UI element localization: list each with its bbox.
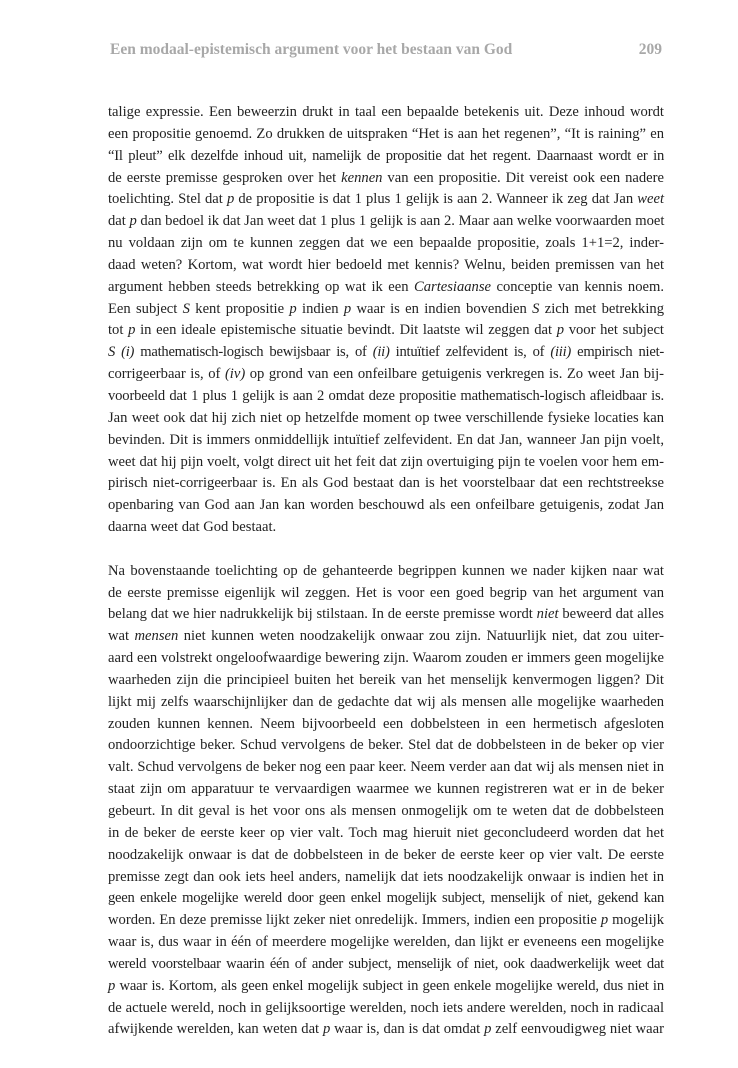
text-line bbox=[108, 976, 664, 998]
running-head-title: Een modaal-epistemisch argument voor het bestaan van God bbox=[110, 41, 513, 58]
text-line bbox=[108, 211, 664, 233]
text-line bbox=[108, 299, 664, 321]
text-run: zelf eenvoudigweg niet waar bbox=[491, 1021, 664, 1038]
text-line bbox=[108, 583, 664, 605]
text-run: niet kunnen weten noodzakelijk onwaar zou zijn. Natuurlijk niet, dat zou uiter- bbox=[178, 628, 664, 645]
text-run: nu voldaan zijn om te kunnen zeggen dat we een bepaalde propositie, zoals 1+1=2, inder- bbox=[108, 235, 664, 252]
text-line bbox=[108, 626, 664, 648]
body-text bbox=[108, 102, 664, 1041]
text-run: van een propositie. Dit vereist ook een nadere bbox=[382, 169, 665, 186]
text-run: aard een volstrekt ongeloofwaardige bewering zijn. Waarom zouden er immers geen mogelijke bbox=[108, 650, 664, 667]
text-run: valt. Schud vervolgens de beker nog een paar keer. Neem verder aan dat wij als mensen niet in bbox=[108, 759, 664, 776]
text-run: mogelijk bbox=[608, 912, 664, 929]
text-run: zouden kunnen kennen. Neem bijvoorbeeld een dobbelsteen in een hermetisch afgesloten bbox=[108, 715, 664, 732]
text-line bbox=[108, 910, 664, 932]
text-run: Jan weet ook dat hij zich niet op hetzelfde moment op twee verschillende fysieke locaties kan bbox=[108, 409, 664, 426]
text-line bbox=[108, 277, 664, 299]
text-run: kent propositie bbox=[189, 300, 290, 317]
text-line bbox=[108, 888, 664, 910]
text-run: de eerste premisse gesproken over het bbox=[108, 169, 342, 186]
text-run: belang dat we hier nadrukkelijk bij stilstaan. In de eerste premisse wordt bbox=[108, 606, 537, 623]
italic-run: (iv) bbox=[224, 366, 246, 383]
text-run: een propositie genoemd. Zo drukken de uitspraken “Het is aan het regenen”, “It is raining” en bbox=[108, 125, 664, 142]
italic-run: p bbox=[289, 300, 297, 317]
italic-run: mensen bbox=[134, 628, 179, 645]
text-run: voor het subject bbox=[564, 322, 664, 339]
text-run: premisse zegt dan ook iets heel anders, namelijk dat iets noodzakelijk onwaar is indien het in bbox=[108, 868, 664, 885]
text-run: mathematisch-logisch bewijsbaar is, of bbox=[134, 344, 373, 361]
text-run: worden. En deze premisse lijkt zeker niet onredelijk. Immers, indien een propositie bbox=[108, 912, 601, 929]
text-run: weet dat hij pijn voelt, volgt direct uit het feit dat zijn overtuiging pijn te voelen voor hem em- bbox=[108, 453, 664, 470]
text-run: gebeurt. In dit geval is het voor ons als mensen onmogelijk om te weten dat de dobbelsteen bbox=[108, 803, 664, 819]
text-line bbox=[108, 692, 664, 714]
text-line bbox=[108, 495, 664, 517]
paragraph bbox=[108, 102, 664, 539]
italic-run: p bbox=[556, 322, 565, 339]
text-line bbox=[108, 255, 664, 277]
text-run: bevinden. Dit is immers onmiddellijk intuïtief zelfevident. En dat Jan, wanneer Jan pijn voelt, bbox=[108, 431, 664, 448]
text-line bbox=[108, 124, 664, 146]
text-run: intuïtief zelfevident is, of bbox=[389, 344, 551, 361]
text-line bbox=[108, 146, 664, 168]
text-run: “Il pleut” elk dezelfde inhoud uit, namelijk de propositie dat het regent. Daarnaast wordt er in bbox=[108, 147, 664, 164]
text-run: wereld voorstelbaar waarin één of ander subject, menselijk of niet, ook daadwerkelijk weet dat bbox=[108, 955, 664, 972]
italic-run: p bbox=[484, 1021, 492, 1038]
text-line bbox=[108, 801, 664, 823]
text-line bbox=[108, 735, 664, 757]
text-line bbox=[108, 342, 664, 364]
italic-run: S bbox=[532, 300, 540, 317]
text-line bbox=[108, 998, 664, 1020]
text-run: waar is en indien bovendien bbox=[351, 300, 533, 317]
text-line bbox=[108, 779, 664, 801]
text-run: staat zijn om apparatuur te vervaardigen waarmee we kunnen registreren wat er in de beker bbox=[108, 781, 664, 798]
text-run: voorbeeld dat 1 plus 1 gelijk is aan 2 omdat deze propositie mathematisch-logisch afleidbaar is. bbox=[108, 387, 664, 404]
running-head bbox=[110, 38, 662, 62]
text-line bbox=[108, 670, 664, 692]
text-run: argument hebben steeds betrekking op wat ik een bbox=[108, 278, 414, 295]
text-run: ondoorzichtige beker. Schud vervolgens de beker. Stel dat de dobbelsteen in de beker op vier bbox=[108, 737, 664, 754]
text-line bbox=[108, 867, 664, 889]
text-line bbox=[108, 386, 664, 408]
text-line bbox=[108, 233, 664, 255]
italic-run: (iii) bbox=[550, 344, 571, 361]
text-run: toelichting. Stel dat bbox=[108, 191, 227, 208]
text-line bbox=[108, 320, 664, 342]
page-number: 209 bbox=[638, 41, 662, 58]
text-run: in een ideale epistemische situatie bevindt. Dit laatste wil zeggen dat bbox=[135, 322, 557, 339]
text-run: conceptie van kennis noem. bbox=[491, 278, 664, 295]
text-run: Na bovenstaande toelichting op de gehanteerde begrippen kunnen we nader kijken naar wat bbox=[108, 562, 664, 579]
text-run: zich met betrekking bbox=[539, 300, 664, 317]
text-run: Een subject bbox=[108, 300, 183, 317]
text-line bbox=[108, 604, 664, 626]
text-line bbox=[108, 1019, 664, 1041]
italic-run: S (i) bbox=[108, 344, 135, 361]
text-run: tot bbox=[108, 322, 129, 339]
text-run: waar is. Kortom, als geen enkel mogelijk subject in geen enkele mogelijke wereld, dus niet in bbox=[115, 977, 664, 994]
text-line bbox=[108, 714, 664, 736]
italic-run: p bbox=[343, 300, 352, 317]
text-run: lijkt mij zelfs waarschijnlijker dan de gedachte dat wij als mensen alle mogelijke waarheden bbox=[108, 693, 664, 710]
text-line bbox=[108, 168, 664, 190]
text-run: waar is, dus waar in één of meerdere mogelijke werelden, dan lijkt er eveneens een mogelijke bbox=[108, 934, 664, 951]
text-line bbox=[108, 561, 664, 583]
text-run: openbaring van God aan Jan kan worden beschouwd als een onfeilbare getuigenis, zodat Jan bbox=[108, 497, 664, 514]
text-line bbox=[108, 189, 664, 211]
paragraph bbox=[108, 561, 664, 1042]
text-run: pirisch niet-corrigeerbaar is. En als God bestaat dan is het voorstelbaar dat een rechtstreekse bbox=[108, 475, 664, 492]
text-run: waarheden zijn die principieel buiten het bereik van het menselijk kenvermogen liggen? Dit bbox=[108, 671, 664, 688]
text-run: de propositie is dat 1 plus 1 gelijk is aan 2. Wanneer ik zeg dat Jan bbox=[234, 191, 638, 208]
text-run: in de beker de eerste keer op vier valt. Toch mag hieruit niet geconcludeerd worden dat het bbox=[108, 824, 664, 841]
italic-run: p bbox=[226, 191, 235, 208]
text-run: geen enkele mogelijke wereld door geen enkel mogelijk subject, menselijk of niet, gekend kan bbox=[108, 890, 664, 907]
text-line bbox=[108, 102, 664, 124]
text-run: daad weten? Kortom, wat wordt hier bedoeld met kennis? Welnu, beiden premissen van het bbox=[108, 256, 664, 273]
text-line bbox=[108, 430, 664, 452]
text-run: beweerd dat alles bbox=[558, 606, 664, 623]
italic-run: kennen bbox=[341, 169, 383, 186]
text-line bbox=[108, 954, 664, 976]
text-run: dan bedoel ik dat Jan weet dat 1 plus 1 gelijk is aan 2. Maar aan welke voorwaarden moet bbox=[136, 213, 665, 230]
italic-run: p bbox=[108, 977, 116, 994]
italic-run: niet bbox=[536, 606, 559, 623]
text-line bbox=[108, 452, 664, 474]
italic-run: weet bbox=[637, 191, 664, 208]
text-run: de actuele wereld, noch in gelijksoortige werelden, noch iets andere werelden, noch in radicaal bbox=[108, 999, 664, 1016]
text-run: talige expressie. Een beweerzin drukt in taal een bepaalde betekenis uit. Deze inhoud wordt bbox=[108, 104, 664, 120]
text-line bbox=[108, 364, 664, 386]
text-run: corrigeerbaar is, of bbox=[108, 366, 225, 383]
text-run: empirisch niet- bbox=[571, 344, 664, 361]
text-run: waar is, dan is dat omdat bbox=[330, 1021, 485, 1038]
text-line bbox=[108, 757, 664, 779]
text-line bbox=[108, 932, 664, 954]
italic-run: p bbox=[128, 322, 136, 339]
italic-run: p bbox=[322, 1021, 331, 1038]
text-run: afwijkende werelden, kan weten dat bbox=[108, 1021, 323, 1038]
text-line bbox=[108, 517, 664, 539]
text-run: de eerste premisse eigenlijk wil zeggen. Het is voor een goed begrip van het argument van bbox=[108, 584, 664, 601]
italic-run: Cartesiaanse bbox=[413, 278, 492, 295]
italic-run: (ii) bbox=[372, 344, 390, 361]
text-run: daarna weet dat God bestaat. bbox=[108, 519, 277, 536]
text-run: indien bbox=[296, 300, 344, 317]
italic-run: S bbox=[182, 300, 190, 317]
text-line bbox=[108, 845, 664, 867]
italic-run: p bbox=[600, 912, 609, 929]
text-run: op grond van een onfeilbare getuigenis verkregen is. Zo weet Jan bij- bbox=[245, 366, 664, 383]
text-line bbox=[108, 648, 664, 670]
italic-run: p bbox=[129, 213, 137, 230]
text-line bbox=[108, 473, 664, 495]
text-line bbox=[108, 823, 664, 845]
text-run: dat bbox=[108, 213, 130, 230]
text-line bbox=[108, 408, 664, 430]
text-run: wat bbox=[108, 628, 135, 645]
text-run: noodzakelijk onwaar is dat de dobbelsteen in de beker de eerste keer op vier valt. De eerste bbox=[108, 846, 664, 863]
